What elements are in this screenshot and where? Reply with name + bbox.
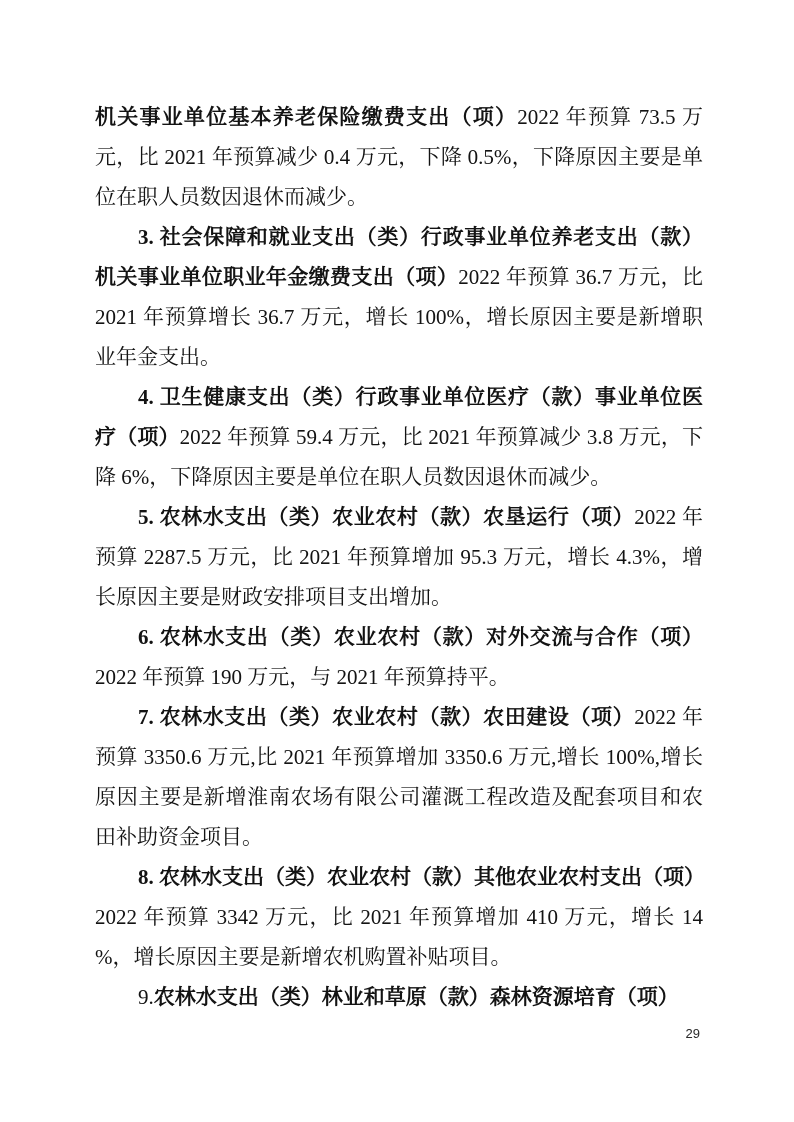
paragraph-text: 2022 年预算 3350.6 万元,比 2021 年预算增加 3350.6 万元,增长 100%,增长原因主要是新增淮南农场有限公司灌溉工程改造及配套项目和农田补助资金项目。	[95, 705, 704, 849]
document-body	[95, 97, 703, 1017]
paragraph-lead-bold: 7. 农林水支出（类）农业农村（款）农田建设（项）	[138, 705, 635, 729]
paragraph-lead-bold: 机关事业单位基本养老保险缴费支出（项）	[95, 105, 518, 129]
paragraph-item-6	[95, 617, 703, 697]
paragraph-item-7	[95, 697, 703, 857]
paragraph-lead-bold: 农林水支出（类）林业和草原（款）森林资源培育（项）	[153, 985, 679, 1009]
paragraph-lead-bold: 4. 卫生健康支出（类）行政事业单位医疗（款）事业单位医疗（项）	[95, 385, 703, 449]
paragraph-item-8	[95, 857, 703, 977]
paragraph-item-4	[95, 377, 703, 497]
paragraph-number: 9.	[138, 985, 154, 1009]
paragraph-lead-bold: 8. 农林水支出（类）农业农村（款）其他农业农村支出（项）	[138, 865, 705, 889]
paragraph-item-3	[95, 217, 703, 377]
paragraph-text: 2022 年预算 36.7 万元，比 2021 年预算增长 36.7 万元，增长 100%，增长原因主要是新增职业年金支出。	[95, 265, 704, 369]
paragraph-pension-contribution	[95, 97, 703, 217]
paragraph-text: 2022 年预算 190 万元，与 2021 年预算持平。	[95, 665, 510, 689]
paragraph-lead-bold: 3. 社会保障和就业支出（类）行政事业单位养老支出（款）机关事业单位职业年金缴费支出（项）	[95, 225, 703, 289]
paragraph-lead-bold: 5. 农林水支出（类）农业农村（款）农垦运行（项）	[138, 505, 635, 529]
paragraph-text: 2022 年预算 3342 万元，比 2021 年预算增加 410 万元，增长 14 %，增长原因主要是新增农机购置补贴项目。	[95, 905, 703, 969]
paragraph-text: 2022 年预算 59.4 万元，比 2021 年预算减少 3.8 万元，下降 6%，下降原因主要是单位在职人员数因退休而减少。	[95, 425, 704, 489]
paragraph-lead-bold: 6. 农林水支出（类）农业农村（款）对外交流与合作（项）	[138, 625, 703, 649]
paragraph-text: 2022 年预算 73.5 万元，比 2021 年预算减少 0.4 万元，下降 0.5%，下降原因主要是单位在职人员数因退休而减少。	[95, 105, 704, 209]
paragraph-text: 2022 年预算 2287.5 万元，比 2021 年预算增加 95.3 万元，增长 4.3%，增长原因主要是财政安排项目支出增加。	[95, 505, 704, 609]
paragraph-item-5	[95, 497, 703, 617]
page-number: 29	[685, 1026, 700, 1041]
paragraph-item-9	[95, 977, 703, 1017]
